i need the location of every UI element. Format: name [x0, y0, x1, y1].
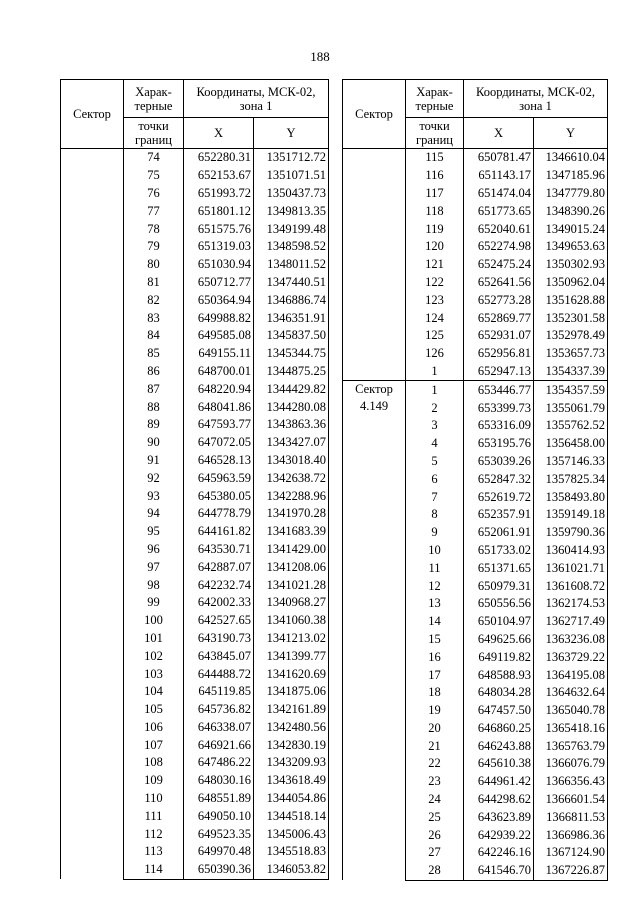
coord-x: 649155.11 — [184, 345, 254, 363]
coord-x: 650712.77 — [184, 274, 254, 292]
coord-x: 649970.48 — [184, 843, 254, 861]
point-number: 6 — [406, 470, 464, 488]
point-number: 83 — [124, 309, 184, 327]
point-number: 78 — [124, 220, 184, 238]
point-number: 122 — [406, 274, 464, 292]
coord-y: 1341021.28 — [254, 576, 329, 594]
coord-y: 1366601.54 — [534, 791, 608, 809]
coord-y: 1352301.58 — [534, 309, 608, 327]
coord-y: 1349199.48 — [254, 220, 329, 238]
header-points-bottom-text: точки границ — [135, 119, 172, 147]
coord-y: 1347779.80 — [534, 185, 608, 203]
coord-y: 1342288.96 — [254, 487, 329, 505]
point-number: 18 — [406, 684, 464, 702]
coord-x: 651474.04 — [464, 185, 534, 203]
table-row — [343, 381, 608, 399]
point-number: 74 — [124, 149, 184, 167]
coord-x: 649988.82 — [184, 309, 254, 327]
point-number: 10 — [406, 542, 464, 560]
coord-x: 648551.89 — [184, 790, 254, 808]
point-number: 9 — [406, 524, 464, 542]
coord-y: 1341208.06 — [254, 558, 329, 576]
coord-y: 1351071.51 — [254, 167, 329, 185]
coord-x: 653399.73 — [464, 399, 534, 417]
coord-x: 647457.50 — [464, 702, 534, 720]
coord-y: 1341970.28 — [254, 505, 329, 523]
coord-x: 653316.09 — [464, 417, 534, 435]
point-number: 107 — [124, 736, 184, 754]
page-number: 188 — [310, 49, 330, 64]
coord-x: 650390.36 — [184, 861, 254, 879]
coord-x: 651801.12 — [184, 202, 254, 220]
coord-x: 650556.56 — [464, 595, 534, 613]
coord-x: 645610.38 — [464, 755, 534, 773]
point-number: 89 — [124, 416, 184, 434]
sector-cell — [343, 149, 406, 381]
sector-name-line2: 4.149 — [359, 399, 389, 414]
point-number: 22 — [406, 755, 464, 773]
coord-y: 1366076.79 — [534, 755, 608, 773]
coord-y: 1347440.51 — [254, 274, 329, 292]
coord-x: 645380.05 — [184, 487, 254, 505]
point-number: 20 — [406, 720, 464, 738]
coord-y: 1366356.43 — [534, 773, 608, 791]
coord-x: 652931.07 — [464, 327, 534, 345]
coord-x: 643845.07 — [184, 647, 254, 665]
coord-x: 643530.71 — [184, 541, 254, 559]
coord-y: 1345344.75 — [254, 345, 329, 363]
point-number: 77 — [124, 202, 184, 220]
coord-y: 1347185.96 — [534, 167, 608, 185]
coord-y: 1348598.52 — [254, 238, 329, 256]
header-coordinates-text: Координаты, МСК-02, зона 1 — [476, 84, 595, 113]
point-number: 120 — [406, 238, 464, 256]
right-table-body — [343, 149, 608, 881]
point-number: 80 — [124, 256, 184, 274]
coord-x: 651733.02 — [464, 542, 534, 560]
coord-y: 1349813.35 — [254, 202, 329, 220]
point-number: 88 — [124, 398, 184, 416]
point-number: 79 — [124, 238, 184, 256]
header-points-top — [406, 80, 464, 118]
coord-y: 1350302.93 — [534, 256, 608, 274]
coord-y: 1367226.87 — [534, 862, 608, 880]
point-number: 108 — [124, 754, 184, 772]
coord-x: 653446.77 — [464, 381, 534, 399]
coord-x: 653195.76 — [464, 435, 534, 453]
header-points-bottom-text: точки границ — [416, 119, 453, 147]
point-number: 95 — [124, 523, 184, 541]
point-number: 84 — [124, 327, 184, 345]
coord-y: 1344280.08 — [254, 398, 329, 416]
sector-cell — [343, 381, 406, 880]
coord-y: 1363236.08 — [534, 631, 608, 649]
coord-x: 644961.42 — [464, 773, 534, 791]
coord-x: 648034.28 — [464, 684, 534, 702]
coord-y: 1343427.07 — [254, 434, 329, 452]
coord-x: 649119.82 — [464, 648, 534, 666]
coord-x: 650979.31 — [464, 577, 534, 595]
point-number: 86 — [124, 363, 184, 381]
coord-x: 652475.24 — [464, 256, 534, 274]
coord-x: 652061.91 — [464, 524, 534, 542]
coord-x: 652153.67 — [184, 167, 254, 185]
header-coordinates — [184, 80, 329, 118]
coord-x: 652773.28 — [464, 291, 534, 309]
coord-y: 1355762.52 — [534, 417, 608, 435]
coord-y: 1346886.74 — [254, 291, 329, 309]
point-number: 98 — [124, 576, 184, 594]
coord-x: 646860.25 — [464, 720, 534, 738]
header-sector: Сектор — [61, 80, 124, 149]
point-number: 19 — [406, 702, 464, 720]
coord-x: 643623.89 — [464, 808, 534, 826]
coord-y: 1350437.73 — [254, 185, 329, 203]
coord-y: 1359790.36 — [534, 524, 608, 542]
header-coordinates-text: Координаты, МСК-02, зона 1 — [196, 84, 316, 113]
coord-y: 1343018.40 — [254, 452, 329, 470]
sector-name-line1: Сектор — [355, 382, 393, 397]
left-table-body — [61, 149, 329, 880]
coord-x: 648030.16 — [184, 772, 254, 790]
point-number: 103 — [124, 665, 184, 683]
point-number: 121 — [406, 256, 464, 274]
coord-x: 642939.22 — [464, 826, 534, 844]
coord-x: 652274.98 — [464, 238, 534, 256]
point-number: 25 — [406, 808, 464, 826]
coord-y: 1354357.59 — [534, 381, 608, 399]
coord-x: 644161.82 — [184, 523, 254, 541]
coord-x: 646338.07 — [184, 719, 254, 737]
coord-y: 1357146.33 — [534, 453, 608, 471]
header-coordinates — [464, 80, 608, 118]
coord-y: 1346053.82 — [254, 861, 329, 879]
coord-x: 651371.65 — [464, 559, 534, 577]
point-number: 110 — [124, 790, 184, 808]
coord-y: 1351712.72 — [254, 149, 329, 167]
coord-y: 1363729.22 — [534, 648, 608, 666]
coord-x: 646921.66 — [184, 736, 254, 754]
coord-x: 651030.94 — [184, 256, 254, 274]
point-number: 92 — [124, 469, 184, 487]
point-number: 111 — [124, 807, 184, 825]
coord-x: 651319.03 — [184, 238, 254, 256]
coord-y: 1360414.93 — [534, 542, 608, 560]
point-number: 91 — [124, 452, 184, 470]
point-number: 90 — [124, 434, 184, 452]
coord-y: 1341429.00 — [254, 541, 329, 559]
point-number: 126 — [406, 345, 464, 363]
coord-y: 1349653.63 — [534, 238, 608, 256]
coord-x: 649625.66 — [464, 631, 534, 649]
point-number: 100 — [124, 612, 184, 630]
coord-y: 1341683.39 — [254, 523, 329, 541]
coord-x: 643190.73 — [184, 630, 254, 648]
coord-y: 1346351.91 — [254, 309, 329, 327]
coord-y: 1357825.34 — [534, 470, 608, 488]
coord-x: 647486.22 — [184, 754, 254, 772]
point-number: 87 — [124, 380, 184, 398]
point-number: 97 — [124, 558, 184, 576]
coord-y: 1342830.19 — [254, 736, 329, 754]
coord-y: 1361021.71 — [534, 559, 608, 577]
point-number: 23 — [406, 773, 464, 791]
coord-x: 651993.72 — [184, 185, 254, 203]
point-number: 104 — [124, 683, 184, 701]
coord-y: 1365040.78 — [534, 702, 608, 720]
point-number: 1 — [406, 381, 464, 399]
coord-x: 653039.26 — [464, 453, 534, 471]
coord-x: 645736.82 — [184, 701, 254, 719]
point-number: 82 — [124, 291, 184, 309]
point-number: 16 — [406, 648, 464, 666]
coord-y: 1354337.39 — [534, 363, 608, 381]
coord-x: 648220.94 — [184, 380, 254, 398]
header-sector: Сектор — [343, 80, 406, 149]
point-number: 94 — [124, 505, 184, 523]
coord-x: 651143.17 — [464, 167, 534, 185]
coord-y: 1344429.82 — [254, 380, 329, 398]
coord-y: 1348390.26 — [534, 202, 608, 220]
coord-x: 652619.72 — [464, 488, 534, 506]
coord-x: 645119.85 — [184, 683, 254, 701]
table-row — [343, 149, 608, 167]
point-number: 109 — [124, 772, 184, 790]
coord-y: 1366986.36 — [534, 826, 608, 844]
coord-y: 1364195.08 — [534, 666, 608, 684]
point-number: 105 — [124, 701, 184, 719]
coord-x: 647072.05 — [184, 434, 254, 452]
coord-y: 1349015.24 — [534, 220, 608, 238]
point-number: 81 — [124, 274, 184, 292]
point-number: 106 — [124, 719, 184, 737]
point-number: 125 — [406, 327, 464, 345]
point-number: 1 — [406, 363, 464, 381]
coord-y: 1365763.79 — [534, 737, 608, 755]
coord-x: 645963.59 — [184, 469, 254, 487]
coord-x: 642232.74 — [184, 576, 254, 594]
coord-x: 648041.86 — [184, 398, 254, 416]
point-number: 112 — [124, 825, 184, 843]
coord-x: 652956.81 — [464, 345, 534, 363]
coord-x: 652641.56 — [464, 274, 534, 292]
coord-x: 651575.76 — [184, 220, 254, 238]
coord-y: 1365418.16 — [534, 720, 608, 738]
coord-y: 1367124.90 — [534, 844, 608, 862]
coord-y: 1343209.93 — [254, 754, 329, 772]
point-number: 113 — [124, 843, 184, 861]
point-number: 116 — [406, 167, 464, 185]
point-number: 13 — [406, 595, 464, 613]
header-points-top — [124, 80, 184, 118]
point-number: 96 — [124, 541, 184, 559]
coord-y: 1341620.69 — [254, 665, 329, 683]
point-number: 99 — [124, 594, 184, 612]
header-points-top-text: Харак-терные — [415, 84, 454, 113]
coord-y: 1342638.72 — [254, 469, 329, 487]
point-number: 118 — [406, 202, 464, 220]
coord-y: 1351628.88 — [534, 291, 608, 309]
coord-y: 1341399.77 — [254, 647, 329, 665]
coord-y: 1341213.02 — [254, 630, 329, 648]
point-number: 11 — [406, 559, 464, 577]
header-points-bottom — [124, 118, 184, 149]
coord-y: 1343863.36 — [254, 416, 329, 434]
coord-x: 644778.79 — [184, 505, 254, 523]
coord-y: 1340968.27 — [254, 594, 329, 612]
coord-x: 649050.10 — [184, 807, 254, 825]
coord-x: 652847.32 — [464, 470, 534, 488]
coord-y: 1341060.38 — [254, 612, 329, 630]
coord-y: 1342161.89 — [254, 701, 329, 719]
point-number: 17 — [406, 666, 464, 684]
point-number: 123 — [406, 291, 464, 309]
coord-x: 646243.88 — [464, 737, 534, 755]
coord-y: 1361608.72 — [534, 577, 608, 595]
coord-y: 1362717.49 — [534, 613, 608, 631]
point-number: 24 — [406, 791, 464, 809]
point-number: 12 — [406, 577, 464, 595]
point-number: 8 — [406, 506, 464, 524]
coord-x: 642527.65 — [184, 612, 254, 630]
coord-x: 646528.13 — [184, 452, 254, 470]
coord-x: 650364.94 — [184, 291, 254, 309]
header-y: Y — [254, 118, 329, 149]
point-number: 5 — [406, 453, 464, 471]
coord-y: 1342480.56 — [254, 719, 329, 737]
coord-x: 650781.47 — [464, 149, 534, 167]
coord-x: 641546.70 — [464, 862, 534, 880]
point-number: 7 — [406, 488, 464, 506]
coord-x: 647593.77 — [184, 416, 254, 434]
coord-x: 652040.61 — [464, 220, 534, 238]
point-number: 4 — [406, 435, 464, 453]
point-number: 15 — [406, 631, 464, 649]
table-row — [61, 149, 329, 167]
point-number: 85 — [124, 345, 184, 363]
coord-x: 649523.35 — [184, 825, 254, 843]
coord-y: 1348011.52 — [254, 256, 329, 274]
header-points-top-text: Харак-терные — [134, 84, 173, 113]
coord-x: 652357.91 — [464, 506, 534, 524]
point-number: 21 — [406, 737, 464, 755]
coord-y: 1346610.04 — [534, 149, 608, 167]
coord-x: 642246.16 — [464, 844, 534, 862]
header-points-bottom — [406, 118, 464, 149]
coord-x: 642887.07 — [184, 558, 254, 576]
point-number: 93 — [124, 487, 184, 505]
coord-x: 652869.77 — [464, 309, 534, 327]
coord-x: 648588.93 — [464, 666, 534, 684]
coord-y: 1345837.50 — [254, 327, 329, 345]
coord-y: 1350962.04 — [534, 274, 608, 292]
point-number: 2 — [406, 399, 464, 417]
point-number: 26 — [406, 826, 464, 844]
point-number: 3 — [406, 417, 464, 435]
coordinates-table-right — [342, 79, 608, 881]
point-number: 28 — [406, 862, 464, 880]
coord-x: 644298.62 — [464, 791, 534, 809]
sector-cell — [61, 149, 124, 880]
coord-y: 1364632.64 — [534, 684, 608, 702]
point-number: 27 — [406, 844, 464, 862]
coord-x: 642002.33 — [184, 594, 254, 612]
coord-x: 651773.65 — [464, 202, 534, 220]
coord-x: 652280.31 — [184, 149, 254, 167]
coord-x: 644488.72 — [184, 665, 254, 683]
coord-y: 1359149.18 — [534, 506, 608, 524]
point-number: 102 — [124, 647, 184, 665]
point-number: 75 — [124, 167, 184, 185]
coord-y: 1344054.86 — [254, 790, 329, 808]
header-x: X — [184, 118, 254, 149]
point-number: 114 — [124, 861, 184, 879]
coord-x: 650104.97 — [464, 613, 534, 631]
coord-y: 1366811.53 — [534, 808, 608, 826]
coord-y: 1358493.80 — [534, 488, 608, 506]
point-number: 115 — [406, 149, 464, 167]
point-number: 101 — [124, 630, 184, 648]
coord-y: 1352978.49 — [534, 327, 608, 345]
coord-y: 1362174.53 — [534, 595, 608, 613]
coord-y: 1353657.73 — [534, 345, 608, 363]
point-number: 124 — [406, 309, 464, 327]
coord-x: 649585.08 — [184, 327, 254, 345]
coord-y: 1341875.06 — [254, 683, 329, 701]
coord-x: 652947.13 — [464, 363, 534, 381]
point-number: 117 — [406, 185, 464, 203]
point-number: 14 — [406, 613, 464, 631]
coord-y: 1356458.00 — [534, 435, 608, 453]
coord-x: 648700.01 — [184, 363, 254, 381]
header-x: X — [464, 118, 534, 149]
coord-y: 1345006.43 — [254, 825, 329, 843]
coord-y: 1344875.25 — [254, 363, 329, 381]
coord-y: 1355061.79 — [534, 399, 608, 417]
coordinates-table-left — [60, 79, 329, 880]
coord-y: 1344518.14 — [254, 807, 329, 825]
coord-y: 1343618.49 — [254, 772, 329, 790]
point-number: 119 — [406, 220, 464, 238]
coord-y: 1345518.83 — [254, 843, 329, 861]
point-number: 76 — [124, 185, 184, 203]
header-y: Y — [534, 118, 608, 149]
